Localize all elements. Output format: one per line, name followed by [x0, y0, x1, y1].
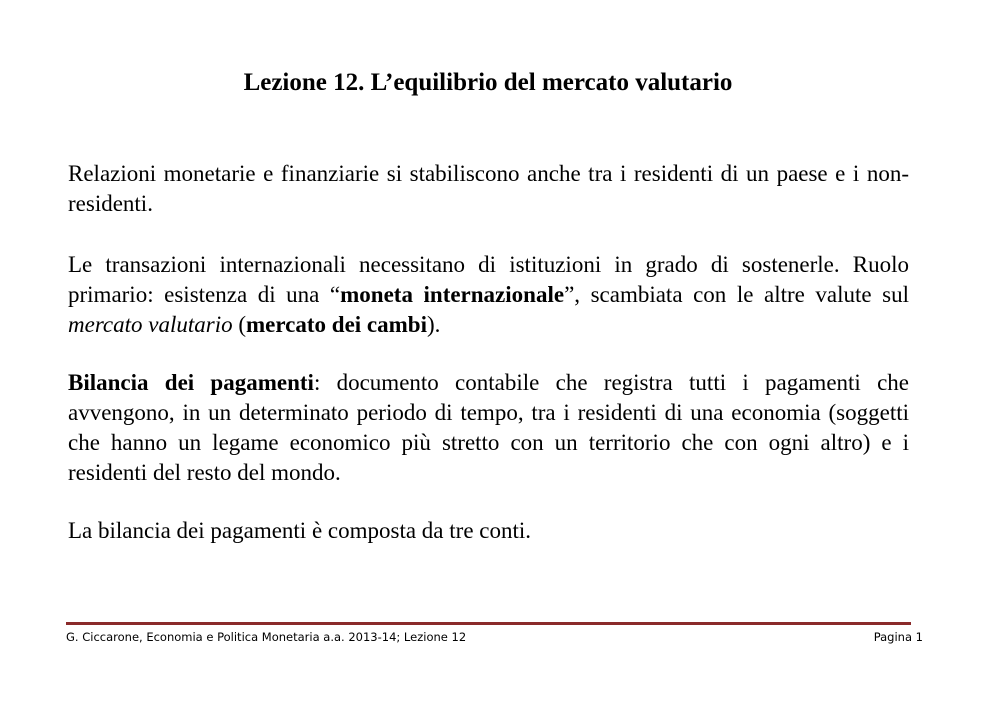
footer-page-number: Pagina 1	[873, 630, 923, 644]
bold-term-balance-of-payments: Bilancia dei pagamenti	[68, 370, 314, 395]
paragraph-text: (	[232, 312, 247, 337]
footer-divider	[66, 622, 911, 625]
paragraph-balance-of-payments	[68, 368, 909, 488]
footer-course-info: G. Ciccarone, Economia e Politica Monetaria a.a. 2013-14; Lezione 12	[66, 630, 467, 644]
paragraph-text: : documento contabile che registra tutti i pagamenti che avvengono, in un determinato periodo di tempo, tra i residenti di una economia (soggetti che hanno un legame economico più stretto con un territorio che con ogni altro) e i residenti del resto del mondo.	[68, 370, 909, 485]
page-title: Lezione 12. L’equilibrio del mercato valutario	[243, 69, 733, 96]
italic-term-currency-market: mercato valutario	[68, 312, 233, 337]
paragraph-intro: Relazioni monetarie e finanziarie si stabiliscono anche tra i residenti di un paese e i non-residenti.	[68, 161, 909, 216]
paragraph-transactions	[68, 250, 909, 340]
paragraph-text: Le transazioni internazionali necessitano di istituzioni in grado di sostenerle. Ruolo primario: esistenza di una “	[68, 252, 909, 307]
bold-term-international-money: moneta internazionale	[340, 282, 565, 307]
paragraph-text: ”, scambiata con le altre valute sul	[564, 282, 910, 307]
bold-term-exchange-market: mercato dei cambi	[246, 312, 427, 337]
paragraph-three-accounts: La bilancia dei pagamenti è composta da tre conti.	[68, 518, 532, 543]
paragraph-text: ).	[426, 312, 441, 337]
